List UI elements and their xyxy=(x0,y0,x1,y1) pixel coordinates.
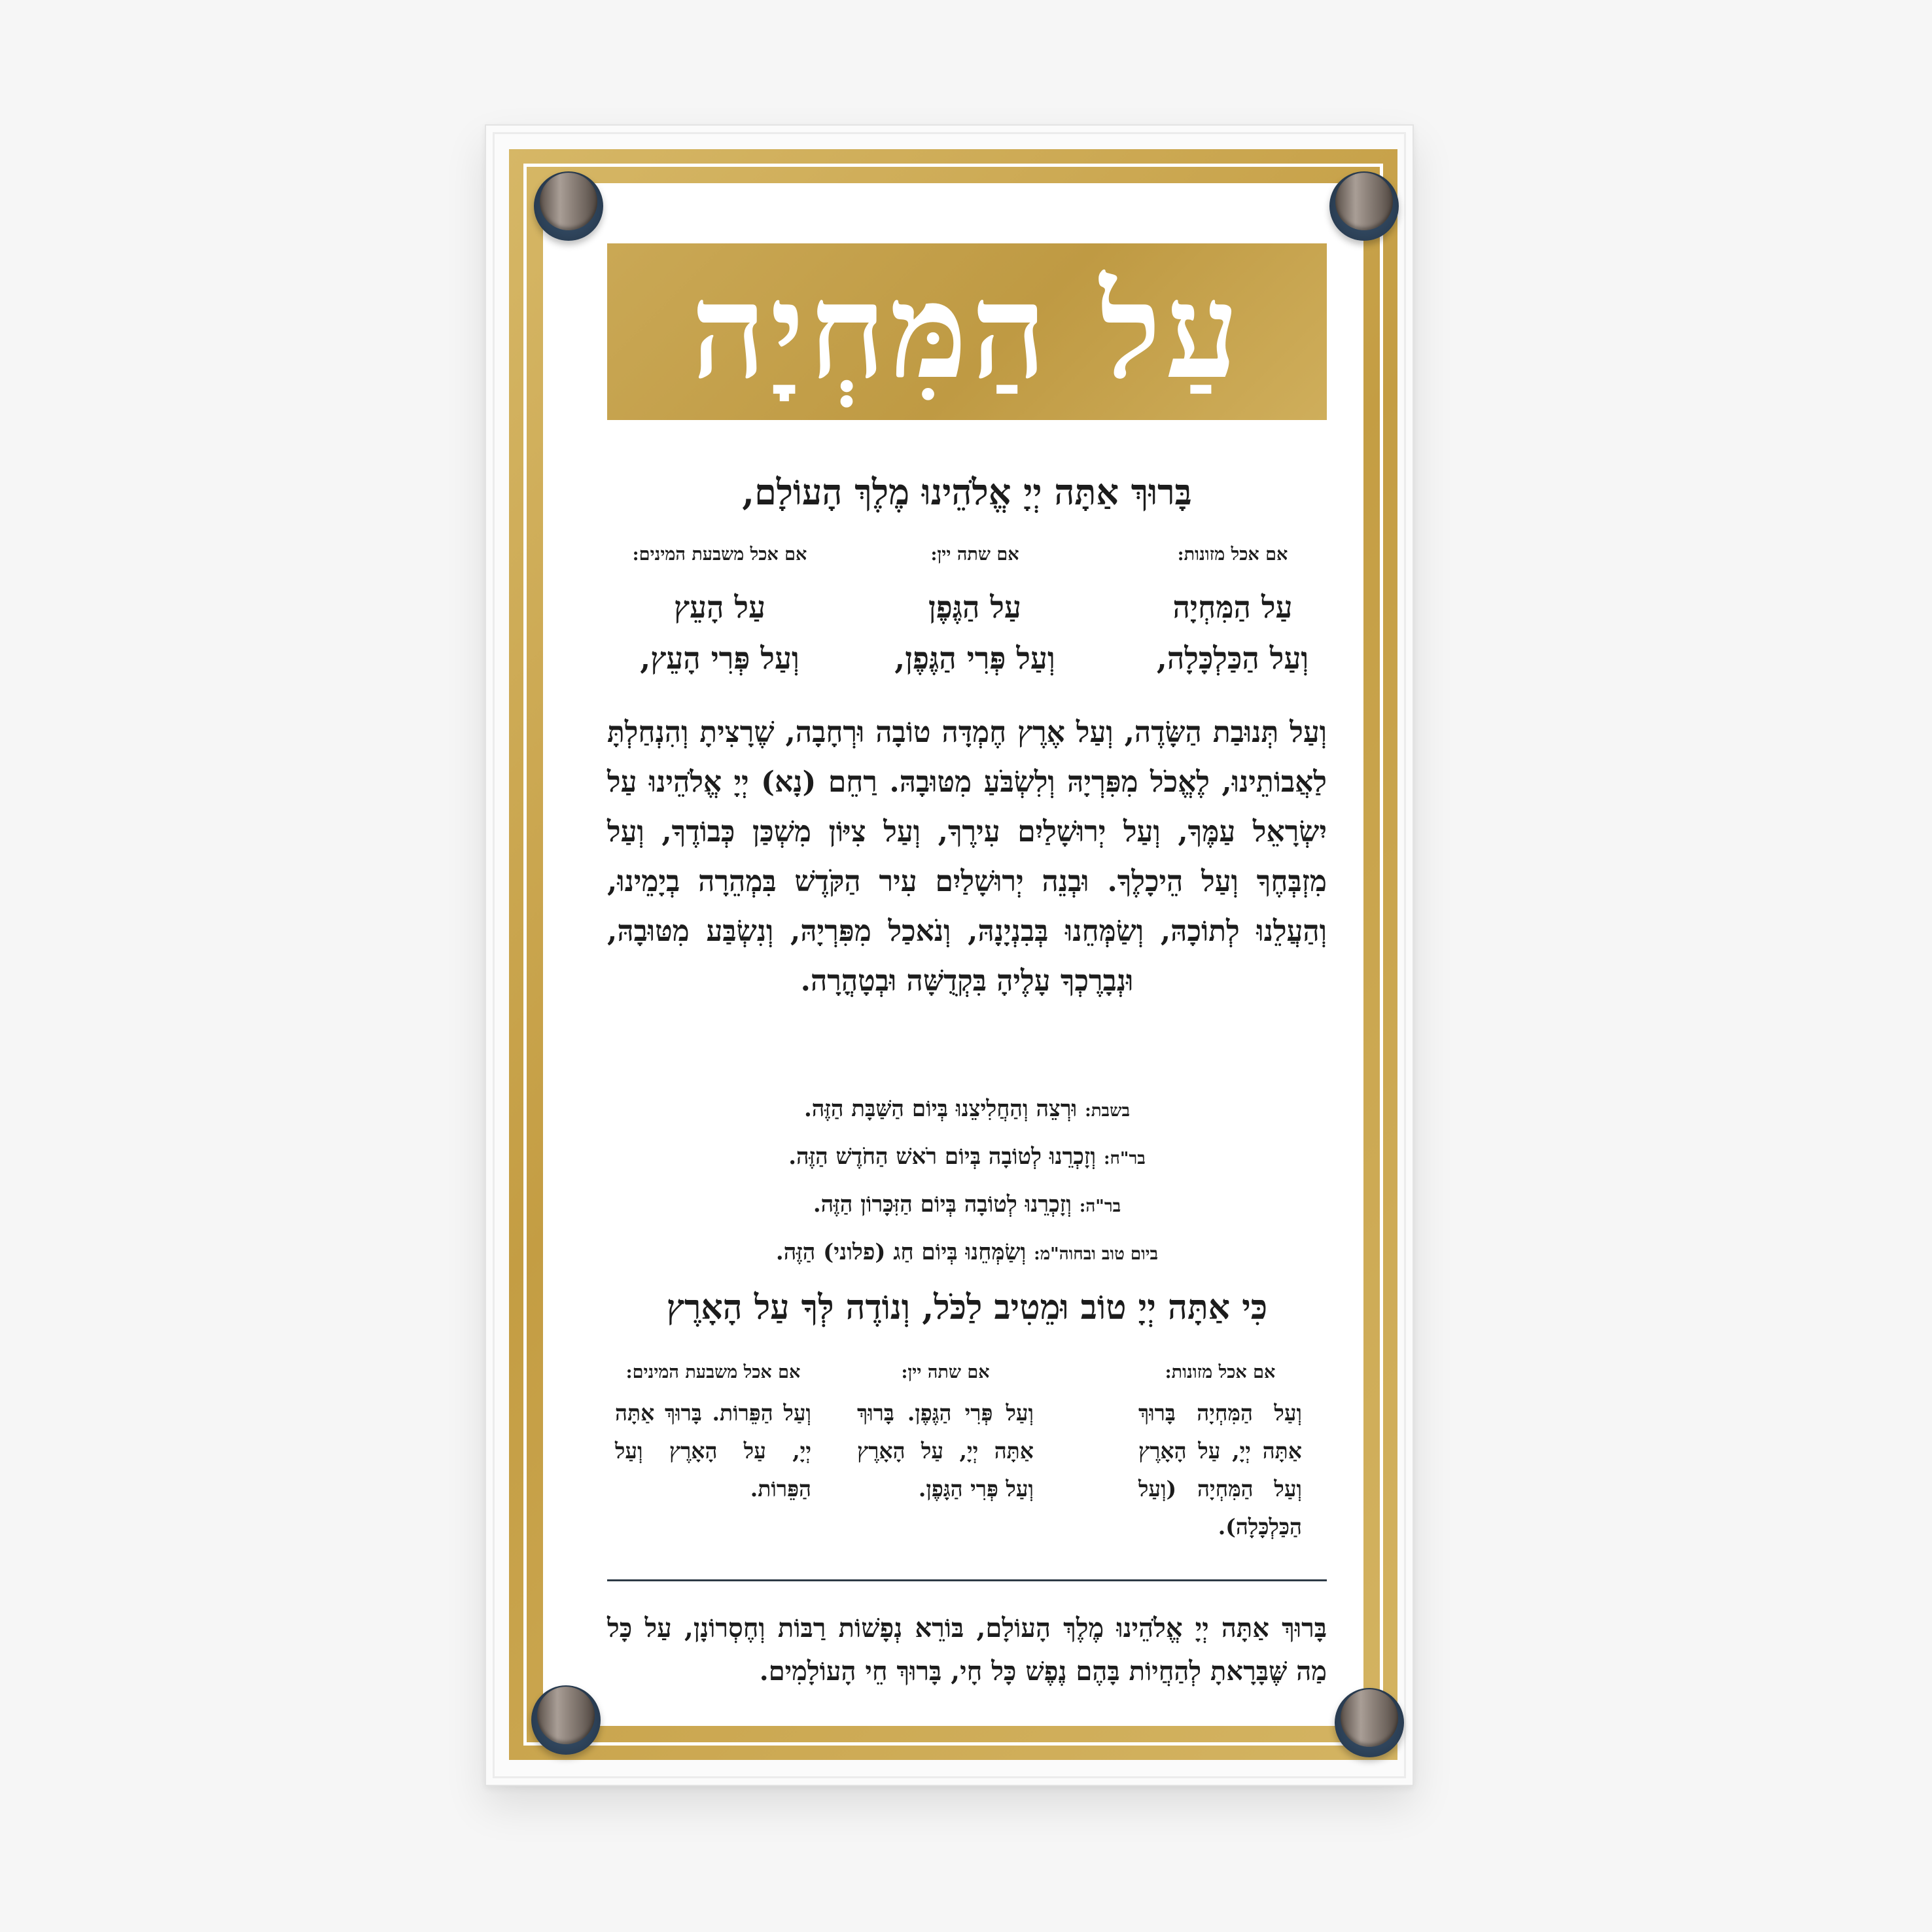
insert-text: וְזָכְרֵנוּ לְטוֹבָה בְּיוֹם הַזִּכָּרוֹן הַזֶּה. xyxy=(813,1191,1072,1218)
standoff-screw-icon xyxy=(1329,171,1399,241)
column-line: עַל הַמִּחְיָה xyxy=(1172,589,1293,625)
standoff-cap xyxy=(1335,173,1393,230)
insert-rosh-chodesh xyxy=(607,1134,1327,1182)
standoff-cap xyxy=(540,173,597,230)
insert-rosh-hashana xyxy=(607,1182,1327,1229)
insert-yom-tov xyxy=(607,1229,1327,1277)
insert-text: וְשַׂמְּחֵנוּ בְּיוֹם חַג (פלוני) הַזֶּה. xyxy=(775,1239,1027,1265)
plaque-title: עַל הַמִּחְיָה xyxy=(691,255,1243,408)
column-text: וְעַל הַמִּחְיָה בָּרוּךְ אַתָּה יְיָ, עַל הָאָרֶץ וְעַל הַמִּחְיָה (וְעַל הַכַּלְכָּלָה). xyxy=(1138,1400,1302,1539)
closing-column-mezonot xyxy=(1138,1362,1302,1546)
insert-text: וּרְצֵה וְהַחֲלִיצֵנוּ בְּיוֹם הַשַּׁבָּת הַזֶּה. xyxy=(803,1096,1078,1122)
section-divider xyxy=(607,1579,1327,1581)
column-note: אם שתה יין: xyxy=(901,1362,990,1382)
column-text: וְעַל הַפֵּרוֹת. בָּרוּךְ אַתָּה יְיָ, עַל הָאָרֶץ וְעַל הַפֵּרוֹת. xyxy=(615,1400,811,1502)
column-wine xyxy=(870,544,1080,684)
insert-text: וְזָכְרֵנוּ לְטוֹבָה בְּיוֹם רֹאשׁ הַחֹדֶשׁ הַזֶּה. xyxy=(788,1144,1097,1170)
column-line: וְעַל פְּרִי הַגֶּפֶן, xyxy=(894,641,1055,676)
column-line: וְעַל פְּרִי הָעֵץ, xyxy=(640,641,799,676)
column-seven-species xyxy=(602,544,837,684)
standoff-cap xyxy=(537,1687,595,1744)
standoff-cap xyxy=(1341,1689,1398,1747)
column-text: וְעַל פְּרִי הַגֶּפֶן. בָּרוּךְ אַתָּה יְיָ, עַל הָאָרֶץ וְעַל פְּרִי הַגָּפֶן. xyxy=(857,1400,1034,1502)
standoff-screw-icon xyxy=(534,171,603,241)
column-mezonot xyxy=(1134,544,1331,684)
column-note: אם אכל משבעת המינים: xyxy=(625,1362,801,1382)
column-line: עַל הַגֶּפֶן xyxy=(928,589,1021,625)
ki-ata-line: כִּי אַתָּה יְיָ טוֹב וּמֵטִיב לַכֹּל, וְנוֹדֶה לְּךָ עַל הָאָרֶץ xyxy=(666,1288,1268,1327)
holiday-inserts xyxy=(607,1086,1327,1277)
column-line: וְעַל הַכַּלְכָּלָה, xyxy=(1156,641,1309,676)
closing-column-wine xyxy=(857,1362,1034,1508)
insert-label: בשבת: xyxy=(1085,1101,1131,1121)
column-note: אם אכל מזונות: xyxy=(1177,544,1288,565)
standoff-screw-icon xyxy=(1335,1688,1404,1757)
main-blessing-paragraph: וְעַל תְּנוּבַת הַשָּׂדֶה, וְעַל אֶרֶץ חֶמְדָּה טוֹבָה וּרְחָבָה, שֶׁרָצִיתָ וְהִנְחַלְתָּ לַאֲבוֹתֵינוּ, לֶאֱכֹל מִפִּרְיָהּ וְלִשְׂבֹּעַ מִטּוּבָהּ. רַחֵם (נָא) יְיָ אֱלֹהֵינוּ עַל יִשְׂרָאֵל עַמֶּךָ, וְעַל יְרוּשָׁלַיִם עִירֶךָ, וְעַל צִיּוֹן מִשְׁכַּן כְּבוֹדֶךָ, וְעַל מִזְבְּחֶךָ וְעַל הֵיכָלֶךָ. וּבְנֵה יְרוּשָׁלַיִם עִיר הַקֹּדֶשׁ בִּמְהֵרָה בְיָמֵינוּ, וְהַעֲלֵנוּ לְתוֹכָהּ, וְשַׂמְּחֵנוּ בְּבִנְיָנָהּ, וְנֹאכַל מִפִּרְיָהּ, וְנִשְׂבַּע מִטּוּבָהּ, וּנְבָרֶכְךָ עָלֶיהָ בִּקְדֻשָּׁה וּבְטָהֳרָה. xyxy=(607,716,1327,998)
standoff-screw-icon xyxy=(531,1685,601,1755)
borei-nefashot-paragraph: בָּרוּךְ אַתָּה יְיָ אֱלֹהֵינוּ מֶלֶךְ הָעוֹלָם, בּוֹרֵא נְפָשׁוֹת רַבּוֹת וְחֶסְרוֹנָן, עַל כָּל מַה שֶּׁבָּרָאתָ לְהַחֲיוֹת בָּהֶם נֶפֶשׁ כָּל חָי, בָּרוּךְ חֵי הָעוֹלָמִים. xyxy=(607,1613,1327,1687)
title-banner xyxy=(607,243,1327,420)
insert-label: בר"ח: xyxy=(1103,1149,1146,1168)
insert-shabbat xyxy=(607,1086,1327,1134)
closing-column-seven-species xyxy=(615,1362,811,1508)
insert-label: בר"ה: xyxy=(1079,1197,1121,1216)
column-note: אם אכל משבעת המינים: xyxy=(632,544,807,565)
column-line: עַל הָעֵץ xyxy=(673,589,766,625)
column-note: אם שתה יין: xyxy=(930,544,1019,565)
insert-label: ביום טוב ובחוה"מ: xyxy=(1034,1244,1159,1264)
opening-blessing: בָּרוּךְ אַתָּה יְיָ אֱלֹהֵינוּ מֶלֶךְ הָעוֹלָם, xyxy=(742,471,1192,513)
column-note: אם אכל מזונות: xyxy=(1165,1362,1276,1382)
